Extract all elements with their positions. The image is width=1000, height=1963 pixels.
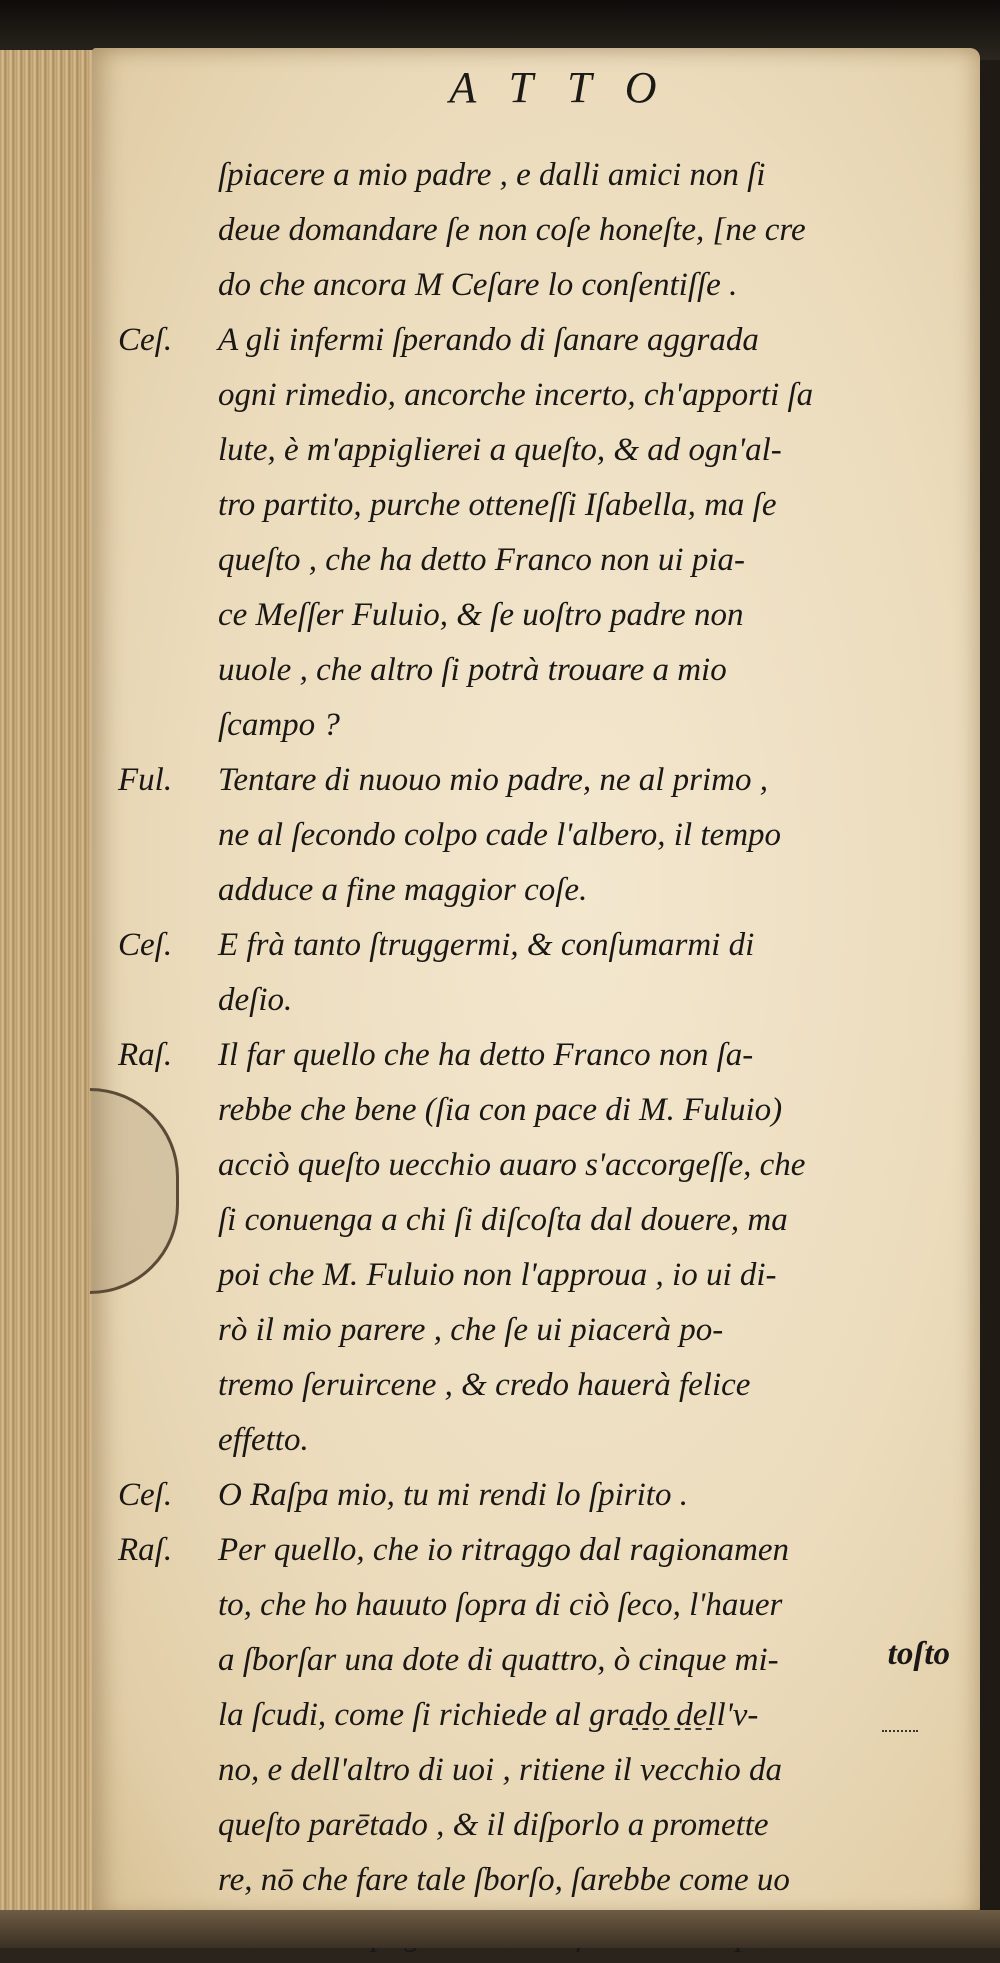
line-text: la ſcudi, come ſi richiede al grado dell'v- [218,1697,759,1733]
text-line [118,423,968,478]
line-text: ce Meſſer Fuluio, & ſe uoſtro padre non [218,597,744,633]
text-line [118,1413,968,1468]
book-page [92,48,980,1918]
text-line [118,808,968,863]
text-line [118,753,968,808]
line-text: queſto parētado , & il diſporlo a promette [218,1807,769,1843]
line-text: A gli infermi ſperando di ſanare aggrada [218,322,759,358]
line-text: O Raſpa mio, tu mi rendi lo ſpirito . [218,1477,688,1513]
line-text: E frà tanto ſtruggermi, & conſumarmi di [218,927,755,963]
text-line [118,203,968,258]
line-text: Per quello, che io ritraggo dal ragionamen [218,1532,790,1568]
text-line [118,1028,968,1083]
text-line [118,478,968,533]
speaker-label: Ceſ. [118,322,173,358]
line-text: to, che ho hauuto ſopra di ciò ſeco, l'hauer [218,1587,783,1623]
text-line [118,1248,968,1303]
text-line [118,1578,968,1633]
speaker-label: Ceſ. [118,1477,173,1513]
line-text: ſpiacere a mio padre , e dalli amici non ſi [218,157,766,193]
text-line [118,973,968,1028]
line-text: queſto , che ha detto Franco non ui pia- [218,542,745,578]
text-block [118,148,968,1963]
line-text: rò il mio parere , che ſe ui piacerà po- [218,1312,724,1348]
text-line [118,1743,968,1798]
line-text: do che ancora M Ceſare lo conſentiſſe . [218,267,738,303]
text-line [118,313,968,368]
line-text: tro partito, purche otteneſſi Iſabella, ma ſe [218,487,777,523]
catchword: toſto [887,1636,950,1672]
line-text: Il far quello che ha detto Franco non ſa- [218,1037,754,1073]
text-line [118,1358,968,1413]
line-text: effetto. [218,1422,309,1458]
ink-smudge [882,1720,918,1732]
speaker-label: Ceſ. [118,927,173,963]
ink-smudge [632,1728,712,1734]
line-text: re, nō che fare tale ſborſo, ſarebbe come uo [218,1862,790,1898]
text-line [118,1633,968,1688]
speaker-label: Raſ. [118,1532,173,1568]
text-line [118,533,968,588]
text-line [118,588,968,643]
line-text: no, e dell'altro di uoi , ritiene il vecchio da [218,1752,782,1788]
line-text: tremo ſeruircene , & credo hauerà felice [218,1367,751,1403]
line-text: acciò queſto uecchio auaro s'accorgeſſe, che [218,1147,806,1183]
line-text: adduce a fine maggior coſe. [218,872,588,908]
line-text: Tentare di nuouo mio padre, ne al primo , [218,762,768,798]
line-text: ſi conuenga a chi ſi diſcoſta dal douere, ma [218,1202,788,1238]
text-line [118,1083,968,1138]
line-text: uuole , che altro ſi potrà trouare a mio [218,652,727,688]
line-text: lute, è m'appiglierei a queſto, & ad ogn'al- [218,432,782,468]
text-line [118,698,968,753]
scan-bottom-border [0,1910,1000,1948]
speaker-label: Raſ. [118,1037,173,1073]
text-line [118,368,968,423]
line-text: rebbe che bene (ſia con pace di M. Fuluio) [218,1092,783,1128]
text-line [118,1853,968,1908]
line-text: ſcampo ? [218,707,340,743]
line-text: ne al ſecondo colpo cade l'albero, il tempo [218,817,782,853]
text-line [118,1303,968,1358]
text-line [118,148,968,203]
line-text: ogni rimedio, ancorche incerto, ch'apporti ſa [218,377,814,413]
text-line [118,863,968,918]
line-text: poi che M. Fuluio non l'approua , io ui di- [218,1257,777,1293]
text-line [118,258,968,313]
text-line [118,1468,968,1523]
line-text: a ſborſar una dote di quattro, ò cinque mi- [218,1642,779,1678]
line-text: deue domandare ſe non coſe honeſte, [ne cre [218,212,806,248]
text-line [118,1688,968,1743]
text-line [118,1798,968,1853]
running-head: ATTO [449,63,691,112]
line-text: deſio. [218,982,293,1018]
text-line [118,1138,968,1193]
text-line [118,643,968,698]
text-line [118,1523,968,1578]
text-line [118,1193,968,1248]
speaker-label: Ful. [118,762,173,798]
text-line [118,918,968,973]
page-edges [0,50,102,1910]
